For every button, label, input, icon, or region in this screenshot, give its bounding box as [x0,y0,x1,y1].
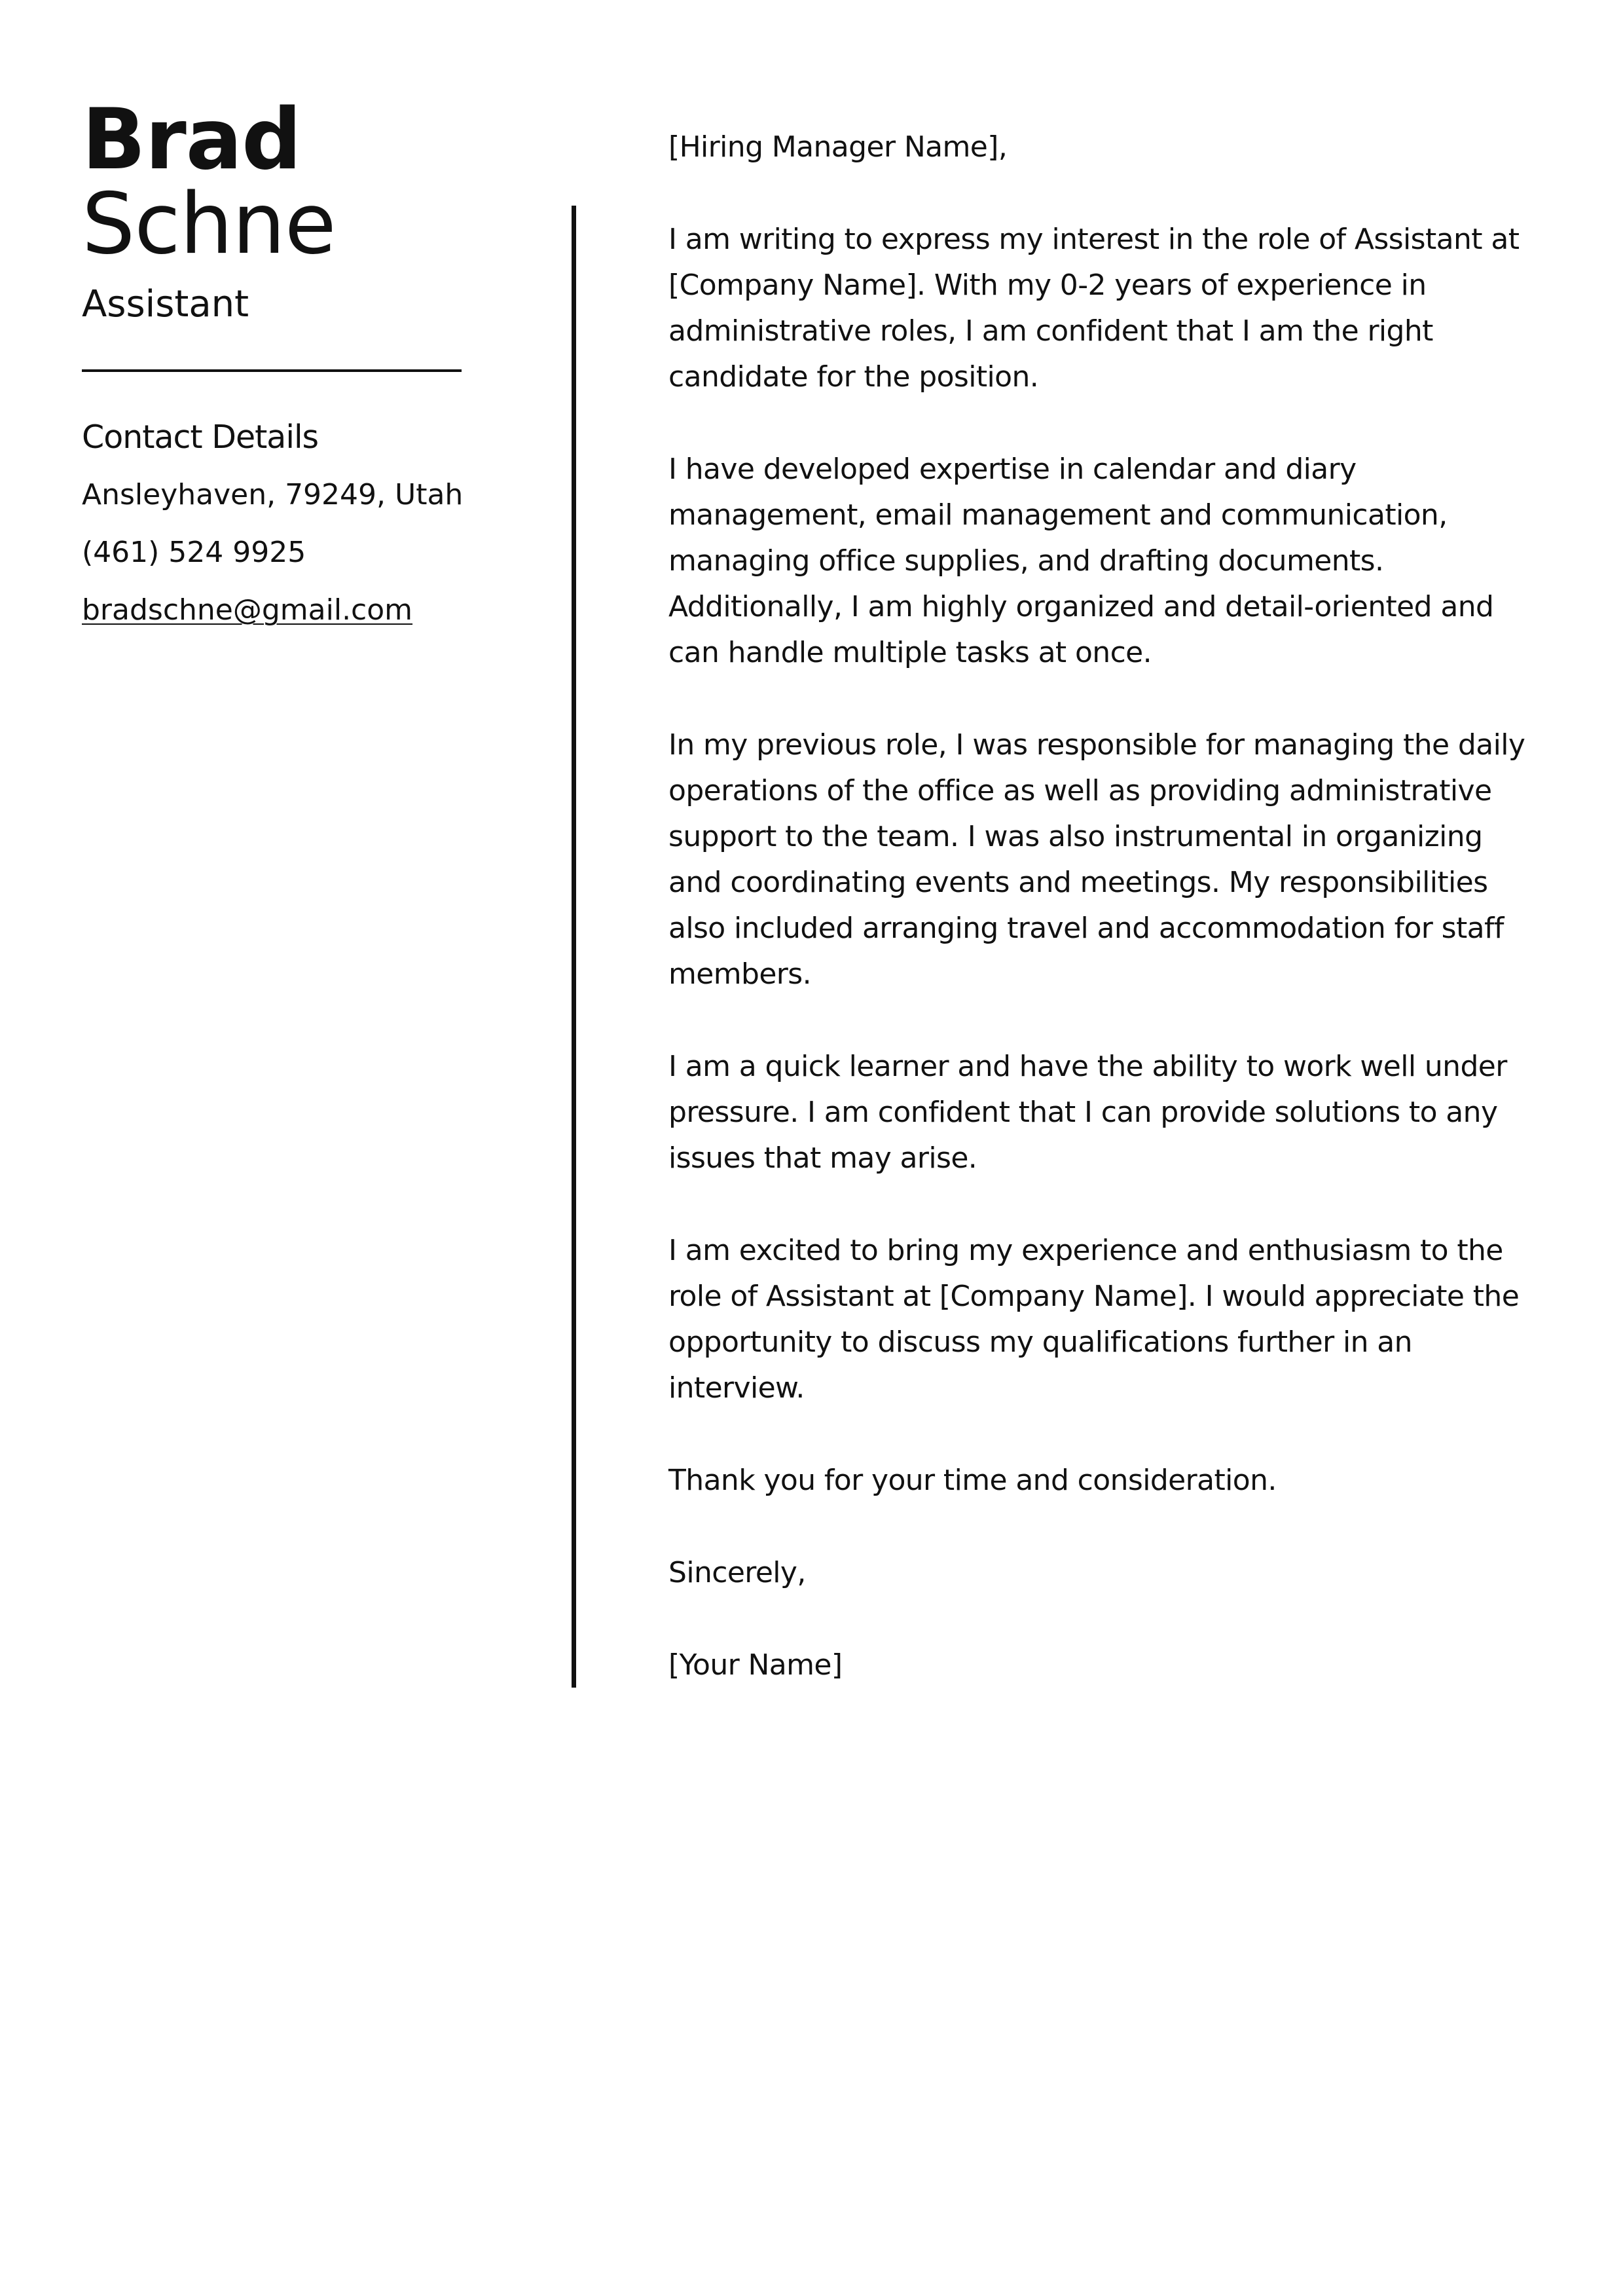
contact-email-link[interactable]: bradschne@gmail.com [82,593,413,627]
contact-address: Ansleyhaven, 79249, Utah [82,478,464,511]
contact-phone: (461) 524 9925 [82,536,306,569]
sidebar-divider [82,369,462,372]
sidebar [82,91,475,629]
letter-paragraph: In my previous role, I was responsible for managing the daily operations of the office as well as providing administrative support to the team. I was also instrumental in organizing and coordinating events and meetings. My responsibilities also included arranging travel and accommodation for staff members. [668,728,1525,991]
letter-body [668,124,1539,1688]
column-divider [572,206,576,1688]
first-name: Brad [82,91,301,189]
last-name: Schne [82,176,336,273]
closing: Sincerely, [668,1556,806,1589]
letter-paragraph: I am a quick learner and have the ability to work well under pressure. I am confident that I can provide solutions to any issues that may arise. [668,1050,1507,1175]
job-title: Assistant [82,283,249,325]
signature: [Your Name] [668,1648,843,1682]
contact-heading: Contact Details [82,418,319,456]
letter-paragraph: I have developed expertise in calendar and diary management, email management and communication, managing office supplies, and drafting documents. Additionally, I am highly organized and detail-oriented and can handle multiple tasks at once. [668,453,1494,669]
letter-paragraph: I am writing to express my interest in the role of Assistant at [Company Name]. With my 0-2 years of experience in administrative roles, I am confident that I am the right candidate for the position. [668,223,1520,394]
salutation: [Hiring Manager Name], [668,130,1008,164]
letter-paragraph: Thank you for your time and consideration. [668,1464,1277,1497]
letter-paragraph: I am excited to bring my experience and enthusiasm to the role of Assistant at [Company Name]. I would appreciate the opportunity to discuss my qualifications further in an interview. [668,1234,1520,1405]
